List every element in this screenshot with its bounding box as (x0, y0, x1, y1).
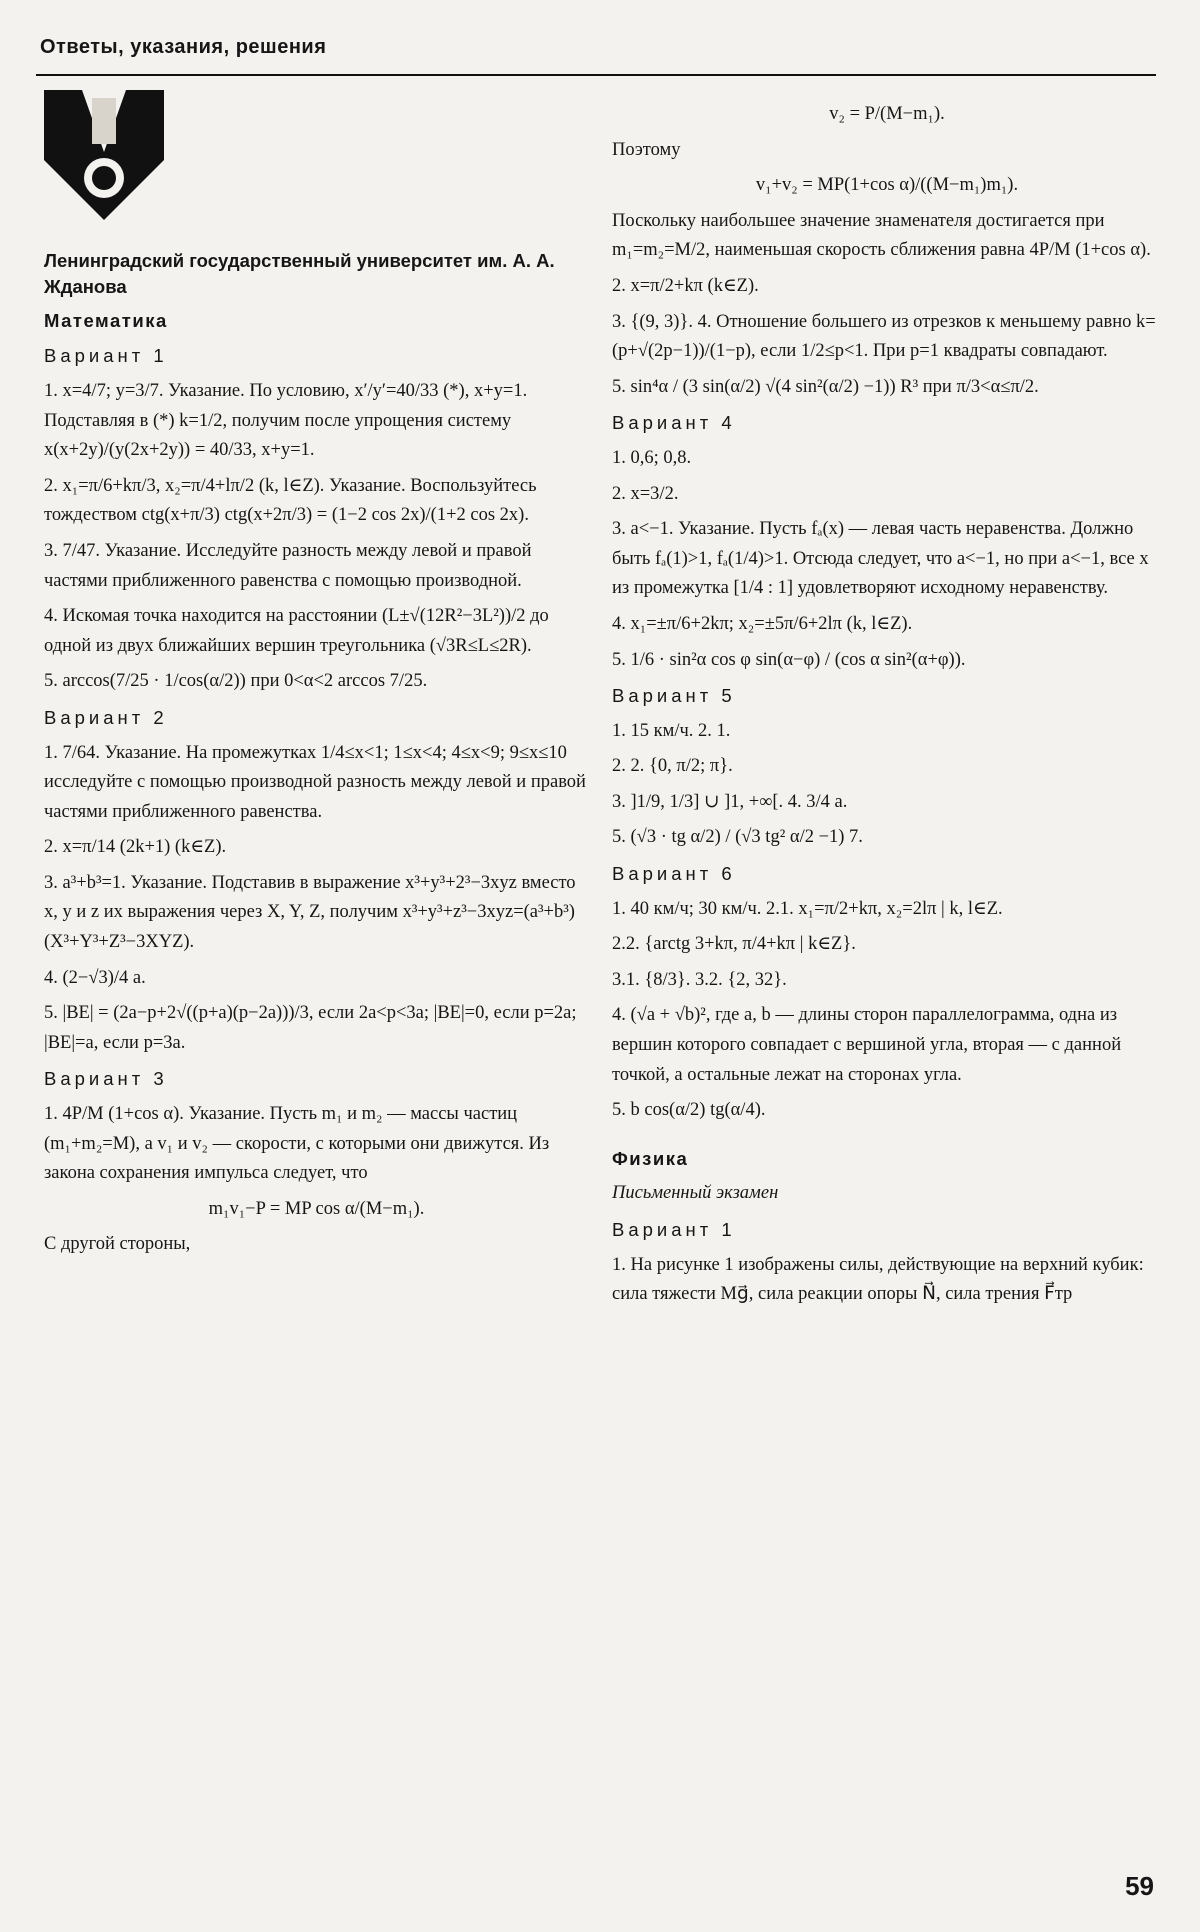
answer-v4-4: 4. x₁=±π/6+2kπ; x₂=±5π/6+2lπ (k, l∈Z). (612, 613, 913, 634)
page-number: 59 (1125, 1871, 1154, 1901)
answer-v3-1: 1. 4P/M (1+cos α). Указание. Пусть m₁ и m₂ — массы частиц (m₁+m₂=M), а v₁ и v₂ — скорости, с которыми они движутся. Из закона сохранения импульса следует, что (44, 1104, 550, 1184)
answer-v3-so: Поэтому (612, 139, 681, 160)
journal-emblem-icon (44, 90, 164, 220)
equation-v-sum: v₁+v₂ = MP(1+cos α)/((M−m₁)m₁). (755, 175, 1019, 196)
answer-v2-5: 5. |BE| = (2a−p+2√((p+a)(p−2a)))/3, если 2a<p<3a; |BE|=0, если p=2a; |BE|=a, если p=3a. (44, 1003, 577, 1053)
variant-4-title: Вариант 4 (612, 412, 736, 434)
answer-v5-3: 3. ]1/9, 1/3] ∪ ]1, +∞[. 4. 3/4 a. (612, 791, 848, 812)
right-column (612, 100, 1162, 1316)
variant-6-title: Вариант 6 (612, 863, 736, 885)
answer-v2-3: 3. a³+b³=1. Указание. Подставив в выражение x³+y³+2³−3xyz вместо x, y и z их выражения через X, Y, Z, получим x³+y³+z³−3xyz=(a³+b³)(X³+Y³+Z³−3XYZ). (44, 872, 576, 953)
answer-v3-other: С другой стороны, (44, 1234, 191, 1255)
answer-v6-5: 5. b cos(α/2) tg(α/4). (612, 1100, 766, 1121)
answer-v4-5: 5. 1/6 · sin²α cos φ sin(α−φ) / (cos α sin²(α+φ)). (612, 649, 966, 670)
left-column (44, 248, 589, 1266)
answer-v1-2: 2. x₁=π/6+kπ/3, x₂=π/4+lπ/2 (k, l∈Z). Указание. Воспользуйтесь тождеством ctg(x+π/3) ctg(x+2π/3) = (1−2 cos 2x)/(1+2 cos 2x). (44, 475, 537, 526)
university-name: Ленинградский государственный университет им. А. А. Жданова (44, 250, 555, 297)
equation-momentum: m₁v₁−P = MP cos α/(M−m₁). (208, 1198, 425, 1219)
answer-v4-2: 2. x=3/2. (612, 483, 679, 504)
physics-answer-1: 1. На рисунке 1 изображены силы, действующие на верхний кубик: сила тяжести Mg⃗, сила реакции опоры N⃗, сила трения F⃗тр (612, 1254, 1144, 1305)
answer-v6-1: 1. 40 км/ч; 30 км/ч. 2.1. x₁=π/2+kπ, x₂=2lπ | k, l∈Z. (612, 898, 1003, 919)
answer-v5-1: 1. 15 км/ч. 2. 1. (612, 720, 731, 741)
answer-v3-2: 2. x=π/2+kπ (k∈Z). (612, 275, 759, 296)
answer-v2-1: 1. 7/64. Указание. На промежутках 1/4≤x<1; 1≤x<4; 4≤x<9; 9≤x≤10 исследуйте с помощью производной разность между левой и правой частями приближенного равенства. (44, 742, 586, 822)
variant-5-title: Вариант 5 (612, 685, 736, 707)
subject-heading: Математика (44, 309, 168, 331)
answer-v4-1: 1. 0,6; 0,8. (612, 447, 692, 468)
answer-v1-5: 5. arccos(7/25 · 1/cos(α/2)) при 0<α<2 arccos 7/25. (44, 671, 428, 692)
answer-v5-2: 2. 2. {0, π/2; π}. (612, 756, 733, 777)
header-rule (36, 74, 1156, 76)
equation-v2: v₂ = P/(M−m₁). (829, 104, 945, 124)
answer-v4-3: 3. a<−1. Указание. Пусть fₐ(x) — левая часть неравенства. Должно быть fₐ(1)>1, fₐ(1/4)>1. Отсюда следует, что a<−1, но при a<−1, все x из промежутка [1/4 : 1] удовлетворяют исходному неравенству. (612, 519, 1149, 599)
answer-v5-5: 5. (√3 · tg α/2) / (√3 tg² α/2 −1) 7. (612, 827, 863, 848)
variant-2-title: Вариант 2 (44, 706, 168, 728)
physics-heading: Физика (612, 1147, 689, 1169)
answer-v2-4: 4. (2−√3)/4 a. (44, 967, 146, 988)
answer-v6-4: 4. (√a + √b)², где a, b — длины сторон параллелограмма, одна из вершин которого совпадает с вершиной угла, вторая — с данной точкой, а остальные лежат на сторонах угла. (612, 1005, 1122, 1085)
physics-variant-1-title: Вариант 1 (612, 1219, 736, 1240)
answer-v6-31: 3.1. {8/3}. 3.2. {2, 32}. (612, 969, 787, 990)
variant-3-title: Вариант 3 (44, 1068, 168, 1090)
answer-v2-2: 2. x=π/14 (2k+1) (k∈Z). (44, 837, 227, 858)
answer-v1-3: 3. 7/47. Указание. Исследуйте разность между левой и правой частями приближенного равенства с помощью производной. (44, 540, 532, 591)
written-exam-heading: Письменный экзамен (612, 1183, 779, 1204)
answer-v1-1: 1. x=4/7; y=3/7. Указание. По условию, x′/y′=40/33 (*), x+y=1. Подставляя в (*) k=1/2, получим после упрощения систему x(x+2y)/(y(2x+2y)) = 40/33, x+y=1. (44, 380, 528, 461)
answer-v1-4: 4. Искомая точка находится на расстоянии (L±√(12R²−3L²))/2 до одной из двух ближайших вершин треугольника (√3R≤L≤2R). (44, 606, 549, 656)
answer-v3-34: 3. {(9, 3)}. 4. Отношение большего из отрезков к меньшему равно k=(p+√(2p−1))/(1−p), если 1/2≤p<1. При p=1 квадраты совпадают. (612, 311, 1156, 362)
answer-v3-max: Поскольку наибольшее значение знаменателя достигается при m₁=m₂=M/2, наименьшая скорость сближения равна 4P/M (1+cos α). (612, 210, 1151, 261)
answer-v6-22: 2.2. {arctg 3+kπ, π/4+kπ | k∈Z}. (612, 934, 856, 955)
variant-1-title: Вариант 1 (44, 345, 168, 367)
answer-v3-5: 5. sin⁴α / (3 sin(α/2) √(4 sin²(α/2) −1)) R³ при π/3<α≤π/2. (612, 376, 1039, 397)
running-header: Ответы, указания, решения (40, 36, 327, 58)
